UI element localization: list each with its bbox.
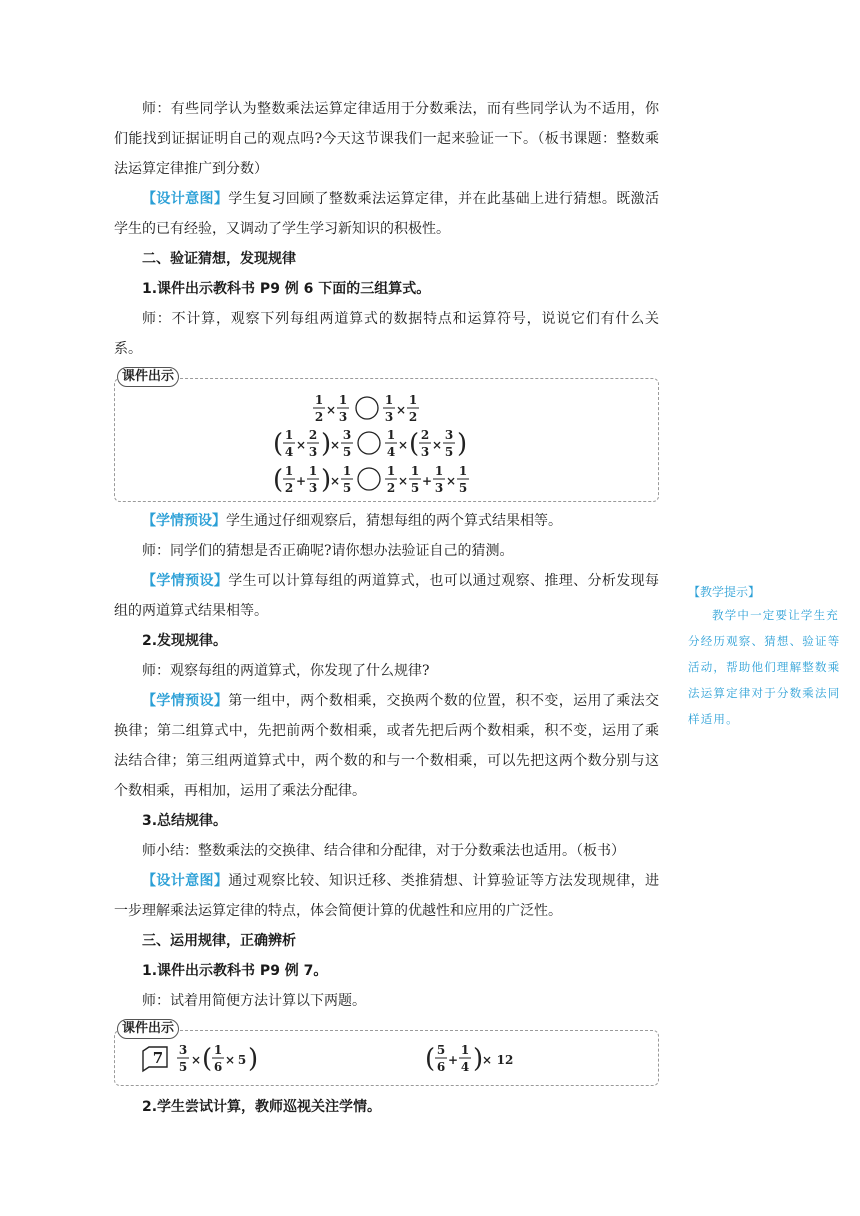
prediction-paragraph: 【学情预设】学生可以计算每组的两道算式，也可以通过观察、推理、分析发现每组的两道算式结果相等。 (114, 573, 660, 619)
formula-symbol: 1 (408, 393, 418, 407)
svg-text:): ) (248, 1044, 259, 1074)
design-intent-paragraph (114, 184, 659, 244)
formula-symbol: 3 (338, 410, 348, 424)
formula-symbol: × (190, 1053, 202, 1067)
step-heading: 2.学生尝试计算，教师巡视关注学情。 (142, 1099, 382, 1115)
section-heading: 三、运用规律，正确辨析 (142, 933, 296, 949)
equation-associative (273, 428, 467, 459)
step-heading: 1.课件出示教科书 P9 例 7。 (142, 963, 328, 979)
formula-symbol: 3 (308, 445, 318, 459)
formula-symbol: + (447, 1053, 459, 1067)
svg-text:(: ( (273, 465, 284, 495)
section-heading: 二、验证猜想，发现规律 (142, 251, 296, 267)
example-number-icon (143, 1047, 167, 1071)
svg-text:): ) (321, 429, 332, 459)
formula-symbol: × (329, 438, 341, 452)
formula-symbol: × (325, 403, 337, 417)
formula-symbol: × (481, 1053, 493, 1067)
paragraph: 师：观察每组的两道算式，你发现了什么规律? (142, 663, 430, 679)
formula-symbol: 1 (384, 393, 394, 407)
svg-text:(: ( (273, 429, 284, 459)
formula-symbol: + (295, 474, 307, 488)
formula-symbol: 5 (342, 481, 352, 495)
prediction-paragraph: 【学情预设】学生通过仔细观察后，猜想每组的两个算式结果相等。 (142, 513, 562, 529)
formula-symbol: 2 (386, 481, 396, 495)
paragraph: 师：试着用简便方法计算以下两题。 (142, 993, 366, 1009)
step-heading: 1.课件出示教科书 P9 例 6 下面的三组算式。 (142, 281, 431, 297)
formula-symbol: 5 (410, 481, 420, 495)
design-intent-tag: 【设计意图】 (142, 191, 229, 207)
formula-symbol: × (431, 438, 443, 452)
formula-symbol: 1 (386, 428, 396, 442)
blank-circle (356, 397, 378, 419)
formula-symbol: 4 (284, 445, 294, 459)
formula-symbol: 4 (386, 445, 396, 459)
formula-symbol: 1 (284, 428, 294, 442)
main-content (114, 94, 659, 1122)
formula-symbol: 3 (420, 445, 430, 459)
formula-symbol: 1 (284, 464, 294, 478)
question-2 (425, 1043, 513, 1074)
paragraph: 师：不计算，观察下列每组两道算式的数据特点和运算符号，说说它们有什么关系。 (114, 311, 659, 357)
paragraph: 师：有些同学认为整数乘法运算定律适用于分数乘法，而有些同学认为不适用，你们能找到证据证明自己的观点吗?今天这节课我们一起来验证一下。（板书课题：整数乘法运算定律推广到分数） (114, 101, 659, 177)
svg-text:(: ( (409, 429, 420, 459)
paragraph-text: 学生复习回顾了整数乘法运算定律，并在此基础上进行猜想。既激活学生的已有经验，又调动了学生学习新知识的积极性。 (114, 191, 660, 237)
teaching-tip-body: 教学中一定要让学生充分经历观察、猜想、验证等活动，帮助他们理解整数乘法运算定律对于分数乘法同样适用。 (688, 608, 841, 726)
courseware-box (114, 1021, 659, 1086)
formula-symbol: 5 (458, 481, 468, 495)
formula-symbol: 2 (314, 410, 324, 424)
formula-symbol: 2 (408, 410, 418, 424)
svg-text:): ) (473, 1044, 484, 1074)
formula-symbol: 3 (342, 428, 352, 442)
formula-symbol: 3 (178, 1043, 188, 1057)
courseware-label: 课件出示 (117, 1019, 179, 1039)
formula-symbol: 1 (308, 464, 318, 478)
formula-symbol: 3 (308, 481, 318, 495)
svg-text:): ) (321, 465, 332, 495)
formula-symbol: × (295, 438, 307, 452)
formula-symbol: 1 (386, 464, 396, 478)
formula-symbol: 5 (436, 1043, 446, 1057)
formula-symbol: 5 (237, 1053, 247, 1067)
svg-text:): ) (457, 429, 468, 459)
formula-symbol: 5 (178, 1060, 188, 1074)
teaching-tip-title: 【教学提示】 (688, 585, 761, 599)
formula-symbol: × (397, 438, 409, 452)
formula-symbol: 4 (460, 1060, 470, 1074)
formula-symbol: 1 (342, 464, 352, 478)
svg-text:(: ( (202, 1044, 213, 1074)
formula-symbol: 3 (434, 481, 444, 495)
formula-symbol: 1 (458, 464, 468, 478)
formula-symbol: 1 (434, 464, 444, 478)
paragraph: 师小结：整数乘法的交换律、结合律和分配律，对于分数乘法也适用。（板书） (142, 843, 625, 859)
example-formulas (115, 1031, 660, 1085)
formula-symbol: 12 (496, 1053, 514, 1067)
formula-symbol: 6 (213, 1060, 223, 1074)
formula-symbol: × (397, 474, 409, 488)
formula-symbol: 5 (342, 445, 352, 459)
formula-symbol: 2 (308, 428, 318, 442)
teaching-tip-sidebar (688, 582, 846, 732)
prediction-paragraph: 【学情预设】第一组中，两个数相乘，交换两个数的位置，积不变，运用了乘法交换律；第二组算式中，先把前两个数相乘，或者先把后两个数相乘，积不变，运用了乘法结合律；第三组两道算式中，两个数的和与一个数相乘，可以先把这两个数分别与这个数相乘，再相加，运用了乘法分配律。 (114, 693, 660, 799)
design-intent-paragraph: 【设计意图】通过观察比较、知识迁移、类推猜想、计算验证等方法发现规律，进一步理解乘法运算定律的特点，体会简便计算的优越性和应用的广泛性。 (114, 873, 660, 919)
step-heading: 2.发现规律。 (142, 633, 228, 649)
courseware-label: 课件出示 (117, 367, 179, 387)
formula-symbol: 2 (420, 428, 430, 442)
svg-text:(: ( (425, 1044, 436, 1074)
formula-symbol: × (329, 474, 341, 488)
question-1 (177, 1043, 258, 1074)
formula-symbol: × (224, 1053, 236, 1067)
formula-symbol: 3 (444, 428, 454, 442)
formula-symbol: 5 (444, 445, 454, 459)
formula-symbol: × (395, 403, 407, 417)
formula-symbol: 3 (384, 410, 394, 424)
formula-symbol: 1 (410, 464, 420, 478)
formula-symbol: 6 (436, 1060, 446, 1074)
formula-symbol: × (445, 474, 457, 488)
equation-distributive (273, 464, 469, 495)
formula-symbol: 2 (284, 481, 294, 495)
num: 1 (314, 393, 324, 407)
formula-group (115, 379, 660, 501)
step-heading: 3.总结规律。 (142, 813, 228, 829)
courseware-box (114, 369, 659, 502)
formula-symbol: 7 (152, 1049, 164, 1067)
paragraph: 师：同学们的猜想是否正确呢?请你想办法验证自己的猜测。 (142, 543, 514, 559)
equation-commutative (313, 393, 419, 424)
formula-symbol: 1 (460, 1043, 470, 1057)
formula-symbol: 1 (338, 393, 348, 407)
formula-symbol: + (421, 474, 433, 488)
formula-symbol: 1 (213, 1043, 223, 1057)
